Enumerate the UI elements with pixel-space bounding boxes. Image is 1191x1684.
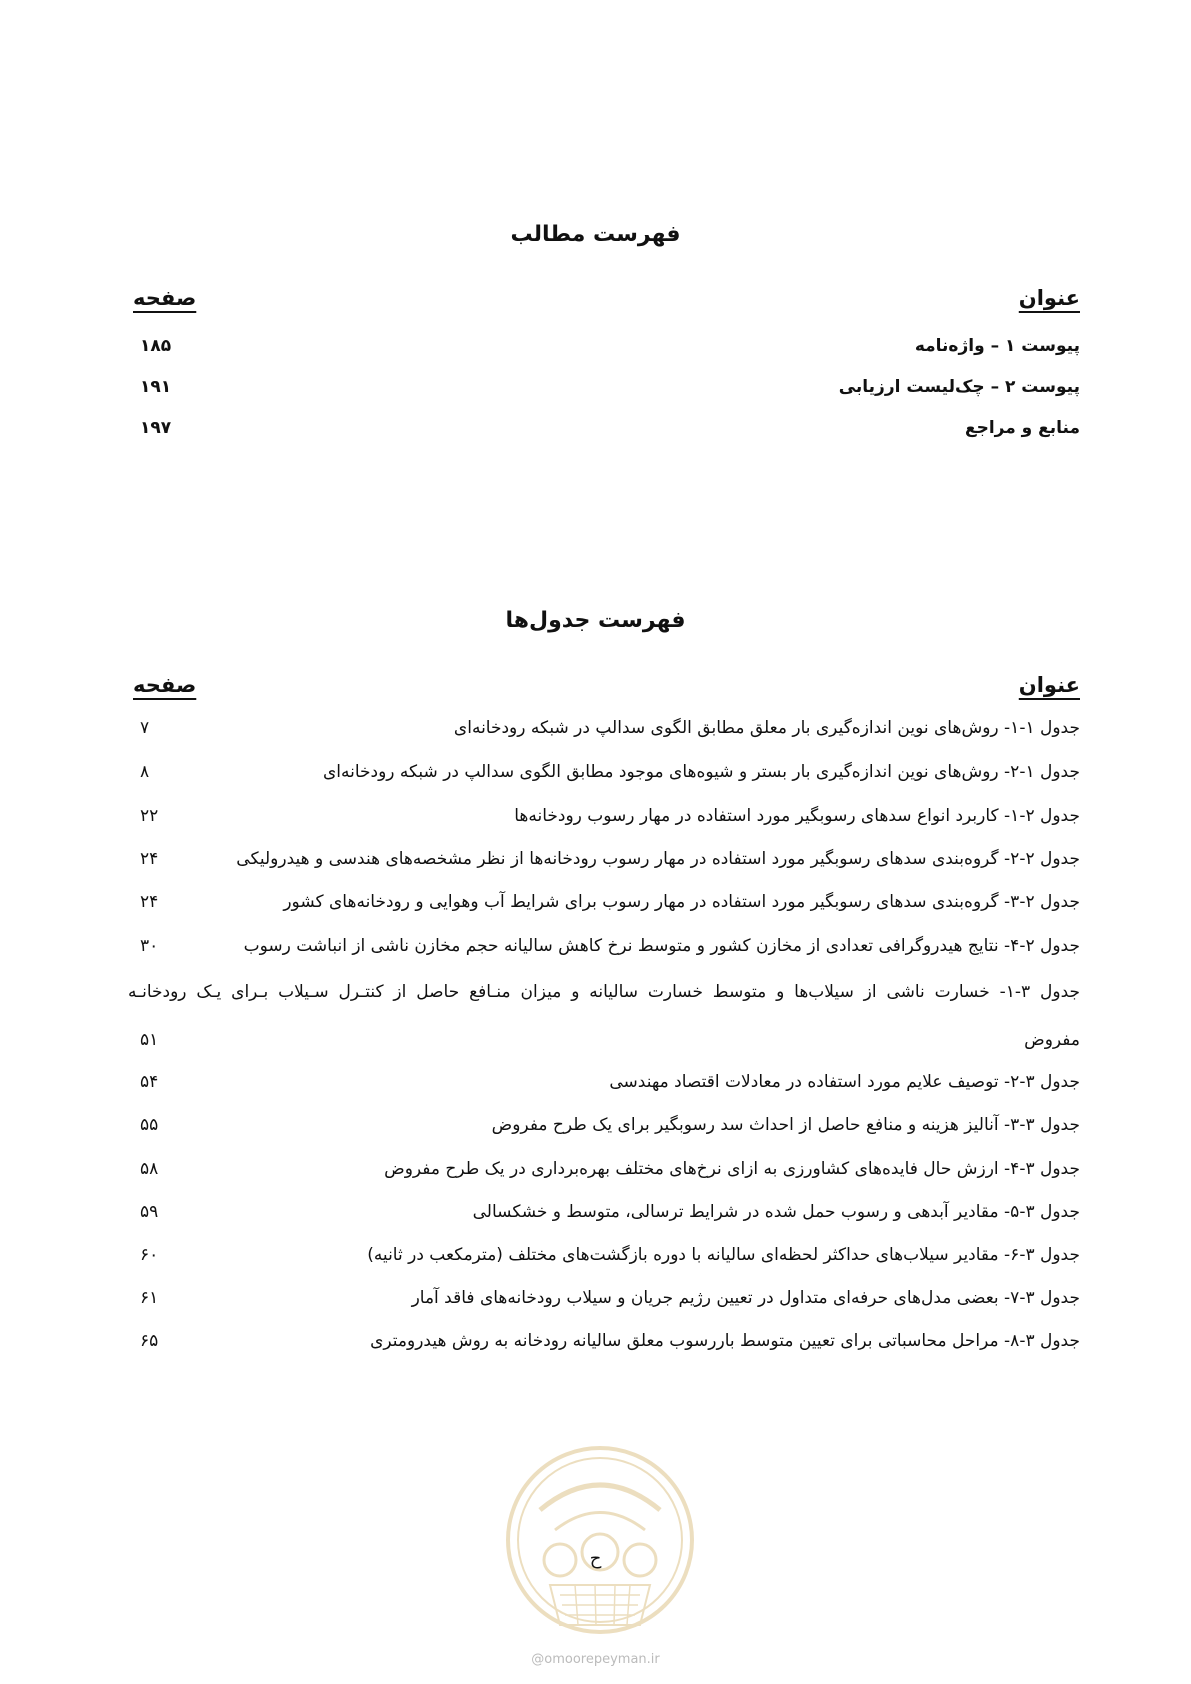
table-entry-wrapped-line1[interactable]: جدول ۳-۱- خسارت ناشی از سیلاب‌ها و متوسط خسارت سالیانه و میزان منـافع حاصل از کنتـرل سـیلاب بـرای یـک رودخانـه [128, 982, 1080, 1002]
table-entry[interactable] [128, 1072, 1080, 1108]
table-entry[interactable] [128, 1202, 1080, 1238]
table-entry-title: جدول ۳-۸- مراحل محاسباتی برای تعیین متوسط باررسوب معلق سالیانه رودخانه به روش هیدرومتری [370, 1331, 1080, 1351]
watermark-logo-icon [500, 1440, 700, 1640]
table-entry-page: ۵۱ [140, 1030, 159, 1050]
table-entry-page: ۳۰ [140, 936, 159, 956]
table-entry-page: ۶۱ [140, 1288, 159, 1308]
toc-title: فهرست مطالب [510, 222, 681, 247]
toc-entry[interactable] [128, 336, 1080, 372]
toc-entry[interactable] [128, 377, 1080, 413]
table-entry-page: ۲۴ [140, 849, 159, 869]
table-entry-page: ۸ [140, 762, 150, 782]
table-entry-title: جدول ۳-۶- مقادیر سیلاب‌های حداکثر لحظه‌ای سالیانه با دوره بازگشت‌های مختلف (مترمکعب در ثانیه) [367, 1245, 1080, 1265]
table-entry-page: ۵۵ [140, 1115, 159, 1135]
table-entry[interactable] [128, 936, 1080, 972]
table-entry-page: ۶۵ [140, 1331, 159, 1351]
table-entry[interactable] [128, 1115, 1080, 1151]
table-entry-title: جدول ۱-۲- روش‌های نوین اندازه‌گیری بار بستر و شیوه‌های موجود مطابق الگوی سدالپ در شبکه رودخانه‌ای [322, 762, 1080, 782]
table-entry[interactable] [128, 718, 1080, 754]
toc-header-page: صفحه [133, 286, 197, 310]
table-entry-title: جدول ۲-۱- کاربرد انواع سدهای رسوبگیر مورد استفاده در مهار رسوب رودخانه‌ها [514, 806, 1080, 826]
toc-header-title: عنوان [1018, 286, 1080, 310]
table-entry[interactable] [128, 1159, 1080, 1195]
table-entry[interactable] [128, 892, 1080, 928]
table-entry[interactable] [128, 1288, 1080, 1324]
toc-entry-page: ۱۸۵ [140, 336, 172, 356]
table-entry-title: جدول ۲-۳- گروه‌بندی سدهای رسوبگیر مورد استفاده در مهار رسوب برای شرایط آب وهوایی و رودخانه‌های کشور [283, 892, 1080, 912]
toc-entry-page: ۱۹۱ [140, 377, 172, 397]
tables-title: فهرست جدول‌ها [505, 608, 686, 633]
toc-entry-title: منابع و مراجع [964, 418, 1080, 438]
table-entry-title: جدول ۳-۷- بعضی مدل‌های حرفه‌ای متداول در تعیین رژیم جریان و سیلاب رودخانه‌های فاقد آمار [411, 1288, 1080, 1308]
table-entry[interactable] [128, 1331, 1080, 1367]
table-entry-page: ۷ [140, 718, 150, 738]
tables-header-page: صفحه [133, 673, 197, 697]
table-entry-wrapped-line2[interactable]: مفروض [1024, 1030, 1080, 1050]
table-entry-title: جدول ۳-۲- توصیف علایم مورد استفاده در معادلات اقتصاد مهندسی [609, 1072, 1080, 1092]
table-entry-page: ۲۴ [140, 892, 159, 912]
toc-entry-title: پیوست ۲ – چک‌لیست ارزیابی [838, 377, 1080, 397]
table-entry-page: ۵۹ [140, 1202, 159, 1222]
table-entry-title: جدول ۲-۲- گروه‌بندی سدهای رسوبگیر مورد استفاده در مهار رسوب رودخانه‌ها از نظر مشخصه‌های هندسی و هیدرولیکی [236, 849, 1080, 869]
table-entry-title: جدول ۱-۱- روش‌های نوین اندازه‌گیری بار معلق مطابق الگوی سدالپ در شبکه رودخانه‌ای [453, 718, 1080, 738]
table-entry[interactable] [128, 1245, 1080, 1281]
table-entry[interactable] [128, 762, 1080, 798]
table-entry[interactable] [128, 806, 1080, 842]
watermark-url: @omoorepeyman.ir [531, 1652, 660, 1667]
page-number-letter: ح [589, 1548, 602, 1569]
table-entry-title: جدول ۳-۵- مقادیر آبدهی و رسوب حمل شده در شرایط ترسالی، متوسط و خشکسالی [472, 1202, 1080, 1222]
table-entry-title: جدول ۲-۴- نتایج هیدروگرافی تعدادی از مخازن کشور و متوسط نرخ کاهش سالیانه حجم مخازن ناشی از انباشت رسوب [243, 936, 1080, 956]
table-entry-page: ۲۲ [140, 806, 159, 826]
table-entry[interactable] [128, 849, 1080, 885]
table-entry-page: ۵۸ [140, 1159, 159, 1179]
tables-header-title: عنوان [1018, 673, 1080, 697]
table-entry-page: ۵۴ [140, 1072, 159, 1092]
table-entry-title: جدول ۳-۳- آنالیز هزینه و منافع حاصل از احداث سد رسوبگیر برای یک طرح مفروض [491, 1115, 1080, 1135]
table-entry-page: ۶۰ [140, 1245, 159, 1265]
toc-entry[interactable] [128, 418, 1080, 454]
toc-entry-title: پیوست ۱ – واژه‌نامه [914, 336, 1080, 356]
table-entry-title: جدول ۳-۴- ارزش حال فایده‌های کشاورزی به ازای نرخ‌های مختلف بهره‌برداری در یک طرح مفروض [384, 1159, 1080, 1179]
toc-entry-page: ۱۹۷ [140, 418, 172, 438]
